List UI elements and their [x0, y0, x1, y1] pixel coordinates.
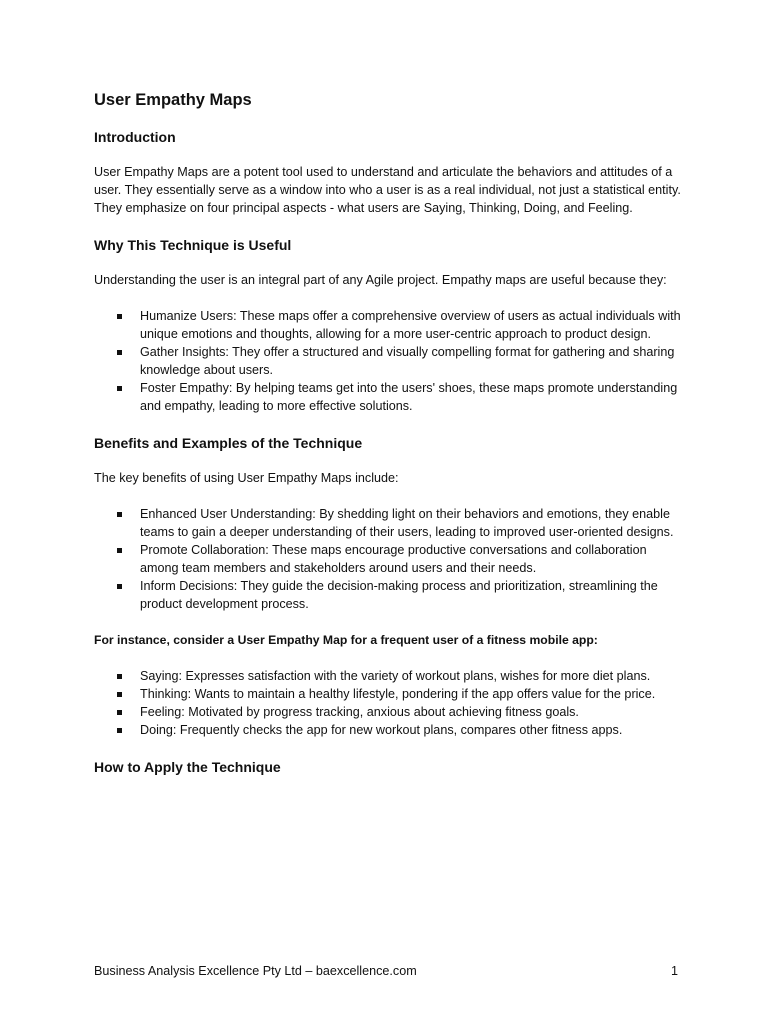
document-body [94, 89, 686, 793]
square-bullet-icon [117, 512, 122, 517]
square-bullet-icon [117, 386, 122, 391]
square-bullet-icon [117, 692, 122, 697]
list-item-text: Thinking: Wants to maintain a healthy lifestyle, pondering if the app offers value for the price. [140, 687, 656, 701]
heading-introduction: Introduction [94, 129, 176, 145]
footer-page-number: 1 [670, 964, 678, 978]
square-bullet-icon [117, 710, 122, 715]
why-useful-list [94, 307, 686, 415]
benefits-paragraph: The key benefits of using User Empathy Maps include: [94, 471, 399, 485]
footer-company: Business Analysis Excellence Pty Ltd – baexcellence.com [94, 964, 417, 978]
list-item-text: Doing: Frequently checks the app for new workout plans, compares other fitness apps. [140, 723, 623, 737]
square-bullet-icon [117, 548, 122, 553]
list-item [140, 703, 686, 721]
list-item [140, 667, 686, 685]
list-item-text: Enhanced User Understanding: By shedding light on their behaviors and emotions, they enable teams to gain a deeper understanding of their users, leading to improved user-oriented designs. [140, 507, 674, 539]
square-bullet-icon [117, 674, 122, 679]
heading-how-to-apply: How to Apply the Technique [94, 759, 281, 775]
page-title: User Empathy Maps [94, 91, 252, 109]
why-useful-paragraph: Understanding the user is an integral part of any Agile project. Empathy maps are useful because they: [94, 273, 667, 287]
list-item [140, 379, 686, 415]
square-bullet-icon [117, 350, 122, 355]
benefits-list [94, 505, 686, 613]
list-item-text: Humanize Users: These maps offer a comprehensive overview of users as actual individuals with unique emotions and thoughts, allowing for a more user-centric approach to product design. [140, 309, 681, 341]
heading-why-useful: Why This Technique is Useful [94, 237, 292, 253]
list-item-text: Saying: Expresses satisfaction with the variety of workout plans, wishes for more diet plans. [140, 669, 651, 683]
list-item-text: Promote Collaboration: These maps encourage productive conversations and collaboration among team members and stakeholders around users and their needs. [140, 543, 647, 575]
list-item-text: Foster Empathy: By helping teams get into the users' shoes, these maps promote understanding and empathy, leading to more effective solutions. [140, 381, 678, 413]
list-item [140, 721, 686, 739]
list-item [140, 505, 686, 541]
square-bullet-icon [117, 314, 122, 319]
list-item [140, 307, 686, 343]
square-bullet-icon [117, 728, 122, 733]
example-intro: For instance, consider a User Empathy Map for a frequent user of a fitness mobile app: [94, 633, 598, 647]
list-item [140, 541, 686, 577]
list-item-text: Inform Decisions: They guide the decision-making process and prioritization, streamlining the product development process. [140, 579, 658, 611]
list-item [140, 577, 686, 613]
list-item-text: Feeling: Motivated by progress tracking, anxious about achieving fitness goals. [140, 705, 579, 719]
example-list [94, 667, 686, 739]
heading-benefits: Benefits and Examples of the Technique [94, 435, 363, 451]
list-item [140, 343, 686, 379]
list-item-text: Gather Insights: They offer a structured and visually compelling format for gathering and sharing knowledge about users. [140, 345, 675, 377]
list-item [140, 685, 686, 703]
square-bullet-icon [117, 584, 122, 589]
introduction-paragraph: User Empathy Maps are a potent tool used to understand and articulate the behaviors and attitudes of a user. They essentially serve as a window into who a user is as a real individual, not just a statistical entity. They emphasize on four principal aspects - what users are Saying, Thinking, Doing, and Feeling. [94, 165, 681, 215]
